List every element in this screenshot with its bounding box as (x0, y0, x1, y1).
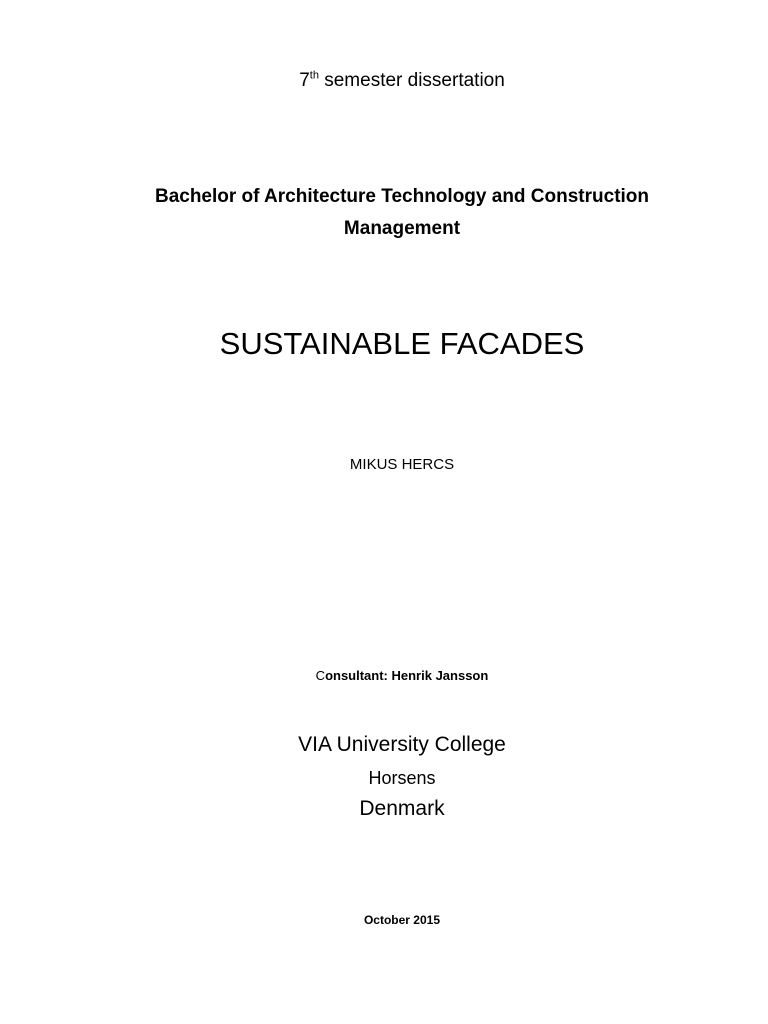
consultant-text: onsultant: Henrik Jansson (325, 668, 489, 683)
semester-suffix: th (309, 69, 319, 82)
semester-text: semester dissertation (318, 70, 505, 91)
institution-country: Denmark (359, 797, 445, 820)
submission-date: October 2015 (363, 913, 441, 927)
dissertation-title: SUSTAINABLE FACADES (219, 326, 585, 361)
semester-number: 7 (299, 70, 310, 91)
author-name: MIKUS HERCS (349, 456, 455, 473)
consultant-line (18, 668, 768, 683)
semester-line (18, 70, 768, 92)
degree-title: Bachelor of Architecture Technology and Construction Management (154, 186, 650, 239)
institution-city: Horsens (368, 768, 436, 788)
consultant-first-letter: C (315, 668, 326, 683)
institution-name: VIA University College (298, 733, 506, 756)
